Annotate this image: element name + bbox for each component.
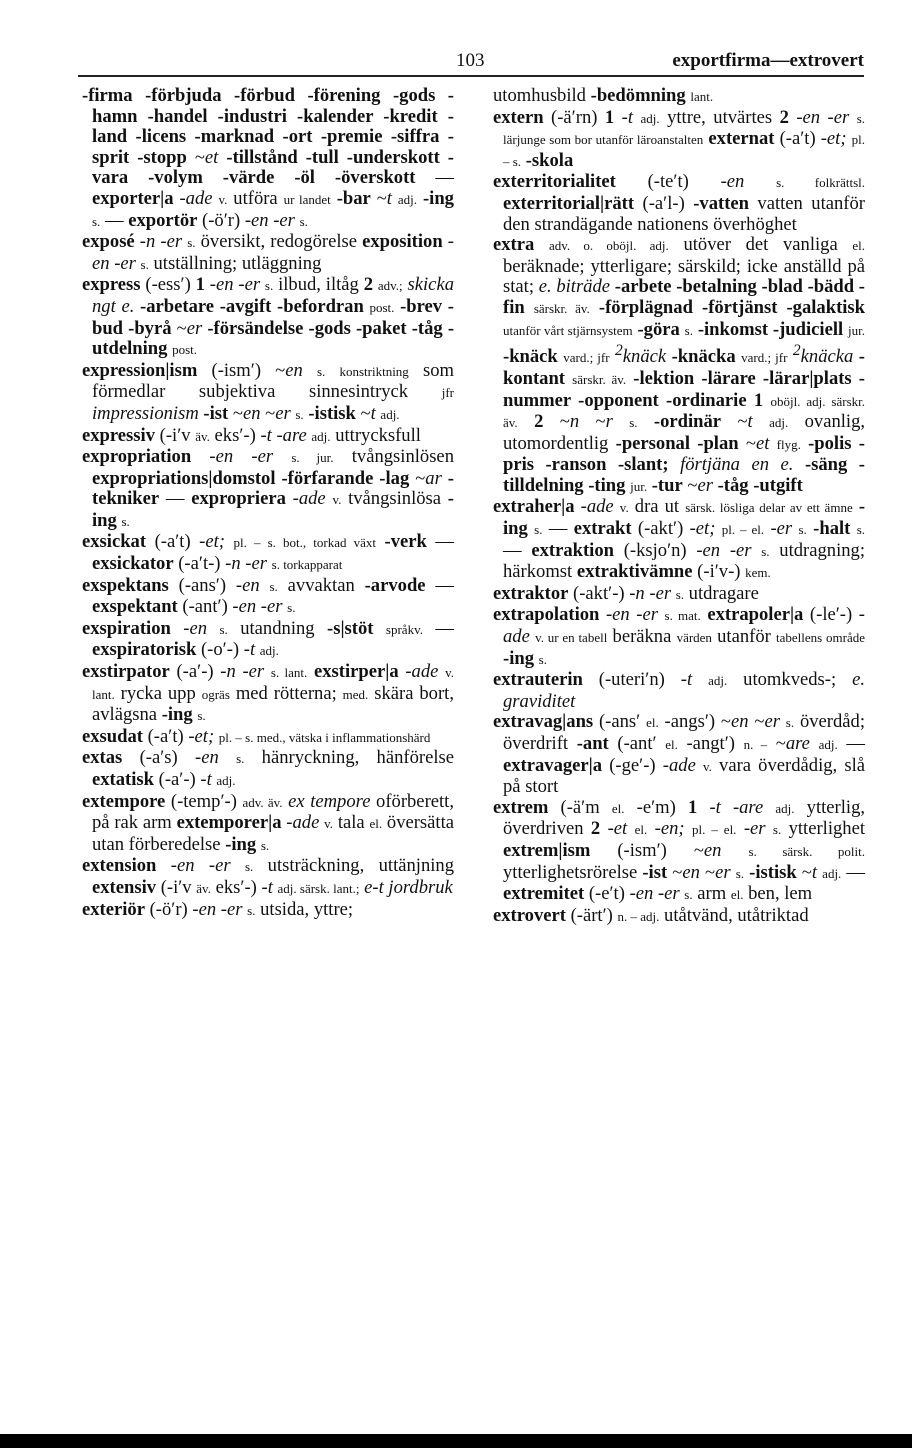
dictionary-entry: expropriation -en -er s. jur. tvångsinlösen expropriations|domstol -förfarande -lag ~ar -tekniker — expropriera -ade v. tvångsinlösa -ing s. xyxy=(82,446,454,531)
scan-edge xyxy=(0,1434,912,1448)
left-column xyxy=(82,86,454,921)
right-column xyxy=(493,86,865,927)
dictionary-entry: exspiration -en s. utandning -s|stöt språkv. — exspiratorisk (-o′-) -t adj. xyxy=(82,617,455,661)
dictionary-entry: extraher|a -ade v. dra ut särsk. lösliga delar av ett ämne -ing s. — extrakt (-akt′) -et; pl. – el. -er s. -halt s. — extraktion (-ksjo′n) -en -er s. utdragning; härkomst extraktivämne (-i′v-) kem. xyxy=(493,496,866,583)
dictionary-entry: express (-ess′) 1 -en -er s. ilbud, iltåg 2 adv.; skicka ngt e. -arbetare -avgift -befordran post. -brev -bud -byrå ~er -försändelse -gods -paket -tåg -utdelning post. xyxy=(82,274,455,360)
dictionary-entry: exteriör (-ö′r) -en -er s. utsida, yttre; xyxy=(82,898,354,920)
header-rule xyxy=(78,75,864,77)
dictionary-entry: extas (-a′s) -en s. hänryckning, hänförelse extatisk (-a′-) -t adj. xyxy=(82,747,454,790)
dictionary-entry: -firma -förbjuda -förbud -förening -gods -hamn -handel -industri -kalender -kredit -land -licens -marknad -ort -premie -siffra -sprit -stopp ~et -tillstånd -tull -underskott -vara -volym -värde -öl -överskott — exporter|a -ade v. utföra ur landet -bar ~t adj. -ing s. — exportör (-ö′r) -en -er s. xyxy=(82,85,454,231)
dictionary-entry: extravag|ans (-ans′ el. -angs′) ~en ~er s. överdåd; överdrift -ant (-ant′ el. -angt′) n. – ~are adj. — extravager|a (-ge′-) -ade v. vara överdådig, slå på stort xyxy=(493,711,865,798)
dictionary-entry: extraktor (-akt′-) -n -er s. utdragare xyxy=(493,582,759,604)
dictionary-entry: exposé -n -er s. översikt, redogörelse exposition -en -er s. utställning; utläggning xyxy=(82,231,454,274)
dictionary-entry: extempore (-temp′-) adv. äv. ex tempore oförberett, på rak arm extemporer|a -ade v. tala el. översätta utan förberedelse -ing s. xyxy=(82,790,455,855)
dictionary-entry: extern (-ä′rn) 1 -t adj. yttre, utvärtes 2 -en -er s. lärjunge som bor utanför läroanstalten externat (-a′t) -et; pl. – s. -skola xyxy=(493,106,866,171)
page-number: 103 xyxy=(456,50,485,71)
dictionary-entry: exstirpator (-a′-) -n -er s. lant. exstirper|a -ade v. lant. rycka upp ogräs med rötterna; med. skära bort, avlägsna -ing s. xyxy=(82,661,455,726)
page-header xyxy=(78,48,864,74)
dictionary-entry: exsudat (-a′t) -et; pl. – s. med., vätska i inflammationshärd xyxy=(82,725,431,747)
dictionary-entry: extension -en -er s. utsträckning, uttänjning extensiv (-i′v äv. eks′-) -t adj. särsk. lant.; e-t jordbruk xyxy=(82,855,455,898)
dictionary-entry: exterritorialitet (-te′t) -en s. folkrättsl. exterritorial|rätt (-a′l-) -vatten vatten utanför den strandägande nationens överhöghet xyxy=(493,171,865,235)
dictionary-entry: expression|ism (-ism′) ~en s. konstriktning som förmedlar subjektiva sinnesintryck jfr impressionism -ist ~en ~er s. -istisk ~t adj. xyxy=(82,359,454,424)
dictionary-entry: expressiv (-i′v äv. eks′-) -t -are adj. uttrycksfull xyxy=(82,424,421,446)
dictionary-entry: extrapolation -en -er s. mat. extrapoler|a (-le′-) -ade v. ur en tabell beräkna värden utanför tabellens område -ing s. xyxy=(493,604,865,669)
running-head: exportfirma—extrovert xyxy=(672,50,864,71)
dictionary-entry: extrovert (-ärt′) n. – adj. utåtvänd, utåtriktad xyxy=(493,904,809,926)
dictionary-entry: exsickat (-a′t) -et; pl. – s. bot., torkad växt -verk — exsickator (-a′t-) -n -er s. torkapparat xyxy=(82,531,454,575)
dictionary-entry: utomhusbild -bedömning lant. xyxy=(493,85,714,106)
dictionary-entry: extrem (-ä′m el. -e′m) 1 -t -are adj. ytterlig, överdriven 2 -et el. -en; pl. – el. -er s. ytterlighet extrem|ism (-ism′) ~en s. särsk. polit. ytterlighetsrörelse -ist ~en ~er s. -istisk ~t adj. — extremitet (-e′t) -en -er s. arm el. ben, lem xyxy=(493,796,866,905)
dictionary-entry: exspektans (-ans′) -en s. avvaktan -arvode — exspektant (-ant′) -en -er s. xyxy=(82,574,454,618)
dictionary-entry: extra adv. o. oböjl. adj. utöver det vanliga el. beräknade; ytterligare; särskild; icke anställd på stat; e. biträde -arbete -betalning -blad -bädd -fin särskr. äv. -förplägnad -förtjänst -galaktisk utanför vårt stjärnsystem -göra s. -inkomst -judiciell jur. -knäck vard.; jfr $^2$knäck -knäcka vard.; jfr $^2$knäcka -kontant särskr. äv. -lektion -lärare -lärar|plats -nummer -opponent -ordinarie 1 oböjl. adj. särskr. äv. 2 ~n ~r s. -ordinär ~t adj. ovanlig, utomordentlig -personal -plan ~et flyg. -polis -pris -ranson -slant; förtjäna en e. -säng -tilldelning -ting jur. -tur ~er -tåg -utgift xyxy=(493,234,866,496)
dictionary-entry: extrauterin (-uteri′n) -t adj. utomkveds-; e. graviditet xyxy=(493,669,865,712)
